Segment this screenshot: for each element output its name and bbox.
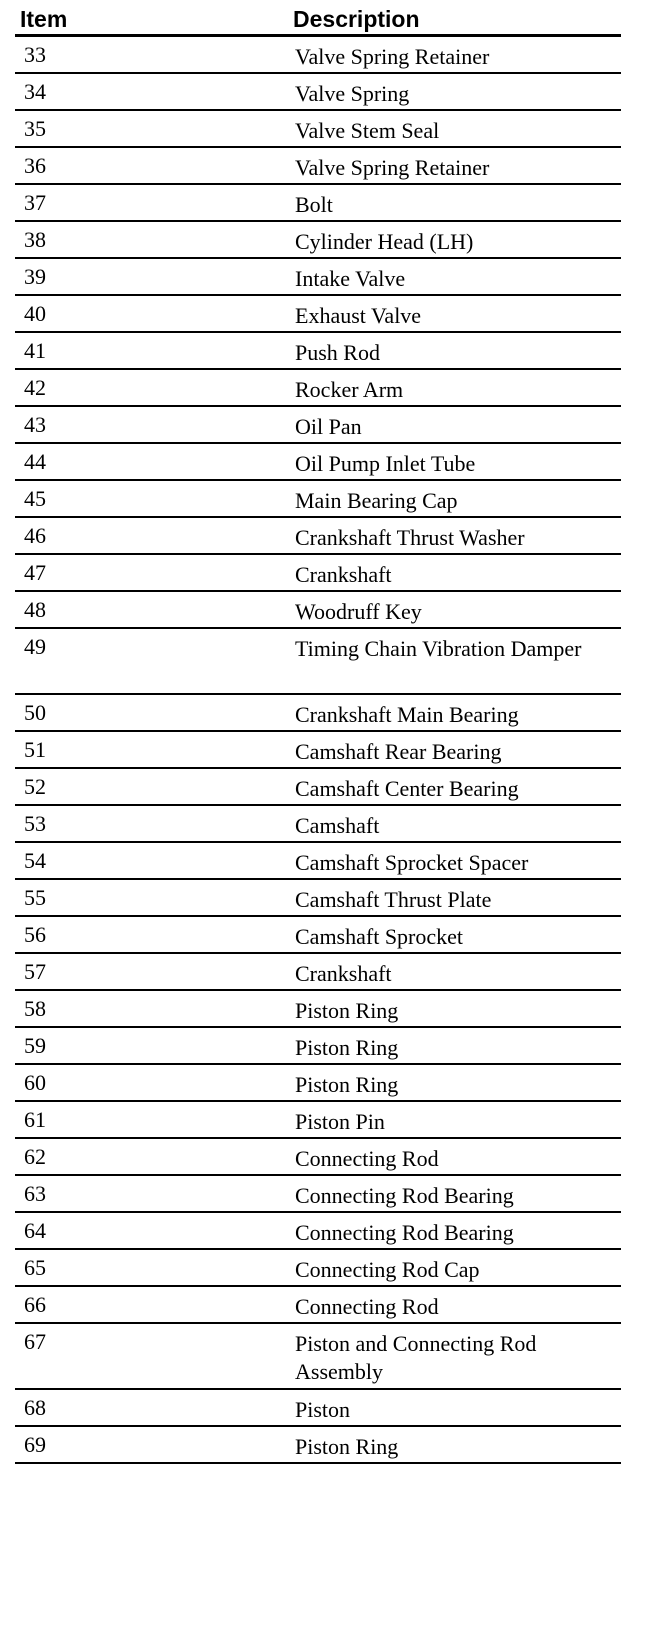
table-row: [15, 444, 621, 481]
item-description: Camshaft Sprocket Spacer: [295, 850, 529, 875]
item-number: 57: [24, 959, 46, 984]
table-row: [15, 481, 621, 518]
item-number: 38: [24, 227, 46, 252]
item-description: Piston Ring: [295, 998, 399, 1023]
table-row: [15, 296, 621, 333]
table-row: [15, 1324, 621, 1390]
item-description: Camshaft Rear Bearing: [295, 739, 502, 764]
table-row: [15, 259, 621, 296]
item-description: Crankshaft: [295, 562, 392, 587]
item-number: 59: [24, 1033, 46, 1058]
item-number: 54: [24, 848, 46, 873]
item-description: Timing Chain Vibration Damper: [295, 636, 582, 661]
table-row: [15, 1213, 621, 1250]
table-row: [15, 695, 621, 732]
item-description: Cylinder Head (LH): [295, 229, 474, 254]
item-description: Valve Spring: [295, 81, 410, 106]
item-number: 64: [24, 1218, 46, 1243]
table-row: [15, 37, 621, 74]
item-description: Connecting Rod Bearing: [295, 1220, 514, 1245]
item-description: Crankshaft: [295, 961, 392, 986]
item-number: 49: [24, 634, 46, 659]
item-number: 37: [24, 190, 46, 215]
table-row: [15, 148, 621, 185]
table-row: [15, 1427, 621, 1464]
item-number: 62: [24, 1144, 46, 1169]
parts-table: [15, 0, 621, 1464]
item-description: Valve Stem Seal: [295, 118, 440, 143]
item-description: Connecting Rod: [295, 1146, 439, 1171]
item-description: Crankshaft Main Bearing: [295, 702, 519, 727]
item-number: 34: [24, 79, 46, 104]
table-row: [15, 629, 621, 695]
table-row: [15, 991, 621, 1028]
item-number: 61: [24, 1107, 46, 1132]
column-header-description: Description: [293, 6, 420, 32]
item-number: 40: [24, 301, 46, 326]
item-description: Piston and Connecting Rod Assembly: [295, 1331, 537, 1384]
table-row: [15, 1176, 621, 1213]
item-number: 50: [24, 700, 46, 725]
table-row: [15, 880, 621, 917]
item-description: Piston Ring: [295, 1035, 399, 1060]
table-row: [15, 1102, 621, 1139]
item-description: Camshaft Thrust Plate: [295, 887, 492, 912]
item-number: 43: [24, 412, 46, 437]
table-row: [15, 111, 621, 148]
item-number: 33: [24, 42, 46, 67]
item-description: Valve Spring Retainer: [295, 44, 490, 69]
table-row: [15, 1028, 621, 1065]
item-description: Woodruff Key: [295, 599, 422, 624]
table-row: [15, 917, 621, 954]
item-number: 46: [24, 523, 46, 548]
item-number: 63: [24, 1181, 46, 1206]
table-row: [15, 1139, 621, 1176]
table-row: [15, 1390, 621, 1427]
item-description: Rocker Arm: [295, 377, 404, 402]
table-row: [15, 407, 621, 444]
item-description: Piston Ring: [295, 1434, 399, 1459]
table-row: [15, 333, 621, 370]
column-header-item: Item: [20, 6, 68, 32]
table-row: [15, 74, 621, 111]
item-number: 39: [24, 264, 46, 289]
item-description: Camshaft Center Bearing: [295, 776, 519, 801]
item-description: Connecting Rod Bearing: [295, 1183, 514, 1208]
item-number: 53: [24, 811, 46, 836]
item-number: 55: [24, 885, 46, 910]
table-row: [15, 555, 621, 592]
table-row: [15, 592, 621, 629]
item-description: Piston: [295, 1397, 351, 1422]
item-number: 42: [24, 375, 46, 400]
table-row: [15, 185, 621, 222]
item-description: Valve Spring Retainer: [295, 155, 490, 180]
table-body: [15, 37, 621, 1464]
item-number: 36: [24, 153, 46, 178]
item-description: Camshaft Sprocket: [295, 924, 464, 949]
item-number: 44: [24, 449, 46, 474]
item-description: Main Bearing Cap: [295, 488, 458, 513]
item-number: 51: [24, 737, 46, 762]
table-row: [15, 1287, 621, 1324]
item-number: 47: [24, 560, 46, 585]
item-number: 52: [24, 774, 46, 799]
item-description: Exhaust Valve: [295, 303, 422, 328]
item-number: 68: [24, 1395, 46, 1420]
item-description: Connecting Rod Cap: [295, 1257, 480, 1282]
item-description: Camshaft: [295, 813, 380, 838]
item-description: Connecting Rod: [295, 1294, 439, 1319]
table-row: [15, 518, 621, 555]
table-row: [15, 1065, 621, 1102]
table-row: [15, 806, 621, 843]
item-number: 69: [24, 1432, 46, 1457]
table-row: [15, 1250, 621, 1287]
item-number: 35: [24, 116, 46, 141]
item-number: 48: [24, 597, 46, 622]
item-number: 60: [24, 1070, 46, 1095]
table-row: [15, 843, 621, 880]
item-description: Oil Pan: [295, 414, 362, 439]
table-row: [15, 954, 621, 991]
item-number: 45: [24, 486, 46, 511]
item-number: 41: [24, 338, 46, 363]
item-number: 65: [24, 1255, 46, 1280]
table-row: [15, 769, 621, 806]
item-description: Bolt: [295, 192, 333, 217]
table-row: [15, 370, 621, 407]
table-row: [15, 732, 621, 769]
item-number: 56: [24, 922, 46, 947]
table-header: [15, 0, 621, 37]
item-number: 67: [24, 1329, 46, 1354]
item-description: Intake Valve: [295, 266, 406, 291]
item-number: 66: [24, 1292, 46, 1317]
table-row: [15, 222, 621, 259]
item-number: 58: [24, 996, 46, 1021]
item-description: Piston Pin: [295, 1109, 385, 1134]
item-description: Push Rod: [295, 340, 380, 365]
item-description: Piston Ring: [295, 1072, 399, 1097]
item-description: Crankshaft Thrust Washer: [295, 525, 525, 550]
item-description: Oil Pump Inlet Tube: [295, 451, 476, 476]
